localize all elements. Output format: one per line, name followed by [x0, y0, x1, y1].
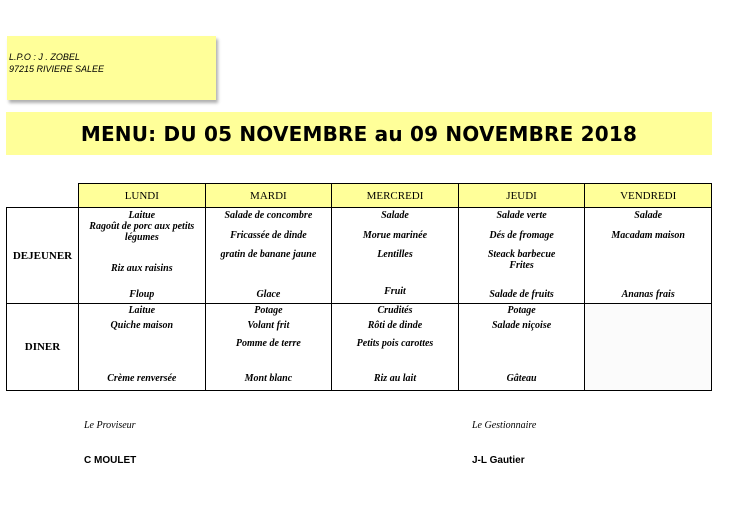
signature-role-right: Le Gestionnaire [472, 420, 537, 431]
menu-cell [205, 208, 332, 304]
signature-name-right: J-L Gautier [472, 455, 525, 466]
dish: gratin de banane jaune [220, 249, 317, 261]
menu-cell [585, 208, 712, 304]
menu-table [6, 183, 712, 391]
menu-cell [458, 208, 585, 304]
dish: Potage [507, 305, 536, 317]
school-address: 97215 RIVIERE SALEE [9, 64, 105, 74]
dish: Fruit [384, 286, 406, 298]
dish: Salade niçoise [491, 320, 552, 332]
dish: Salade de fruits [489, 289, 554, 301]
menu-cell-empty [585, 304, 712, 391]
dish: Crème renversée [107, 373, 177, 385]
dish: Rôti de dinde [367, 320, 423, 332]
meal-row-diner [7, 304, 712, 391]
menu-cell [205, 304, 332, 391]
dish: Mont blanc [244, 373, 293, 385]
day-header-jeudi: JEUDI [458, 184, 585, 208]
dish: Gâteau [506, 373, 537, 385]
dish: Crudités [377, 305, 413, 317]
dish: Floup [129, 289, 155, 301]
day-header-lundi: LUNDI [79, 184, 206, 208]
dish: Laitue [128, 305, 156, 317]
dish: Potage [254, 305, 283, 317]
dish: Lentilles [377, 249, 413, 261]
dish: Frites [509, 260, 534, 272]
menu-cell [79, 208, 206, 304]
dish: Volant frit [247, 320, 290, 332]
day-header-mercredi: MERCREDI [332, 184, 459, 208]
dish: Laitue [128, 210, 156, 222]
dish: Riz au lait [373, 373, 417, 385]
table-corner [7, 184, 79, 208]
dish: Macadam maison [611, 230, 685, 242]
day-header-mardi: MARDI [205, 184, 332, 208]
title-band [6, 112, 712, 155]
dish: Petits pois carottes [356, 338, 434, 350]
dish: Quiche maison [110, 320, 174, 332]
dish: Ananas frais [621, 289, 675, 301]
dish: Riz aux raisins [110, 263, 173, 275]
dish: Salade verte [496, 210, 547, 222]
dish: Ragoût de porc aux petits légumes [89, 221, 195, 244]
menu-cell [79, 304, 206, 391]
day-header-vendredi: VENDREDI [585, 184, 712, 208]
day-header-row [7, 184, 712, 208]
dish: Salade de concombre [224, 210, 313, 222]
dish: Dés de fromage [489, 230, 554, 242]
school-name: L.P.O : J . ZOBEL [9, 52, 80, 62]
dish: Steack barbecue [487, 249, 556, 261]
menu-cell [332, 208, 459, 304]
school-label [7, 36, 216, 100]
dish: Salade [381, 210, 409, 222]
signature-role-left: Le Proviseur [84, 420, 136, 431]
dish: Pomme de terre [235, 338, 301, 350]
menu-title: MENU: DU 05 NOVEMBRE au 09 NOVEMBRE 2018 [80, 121, 638, 146]
meal-label: DINER [7, 304, 79, 391]
dish: Glace [256, 289, 281, 301]
dish: Fricassée de dinde [230, 230, 307, 242]
signature-name-left: C MOULET [84, 455, 137, 466]
meal-row-dejeuner [7, 208, 712, 304]
dish: Morue marinée [362, 230, 428, 242]
meal-label: DEJEUNER [7, 208, 79, 304]
dish: Salade [634, 210, 663, 222]
menu-cell [332, 304, 459, 391]
menu-cell [458, 304, 585, 391]
